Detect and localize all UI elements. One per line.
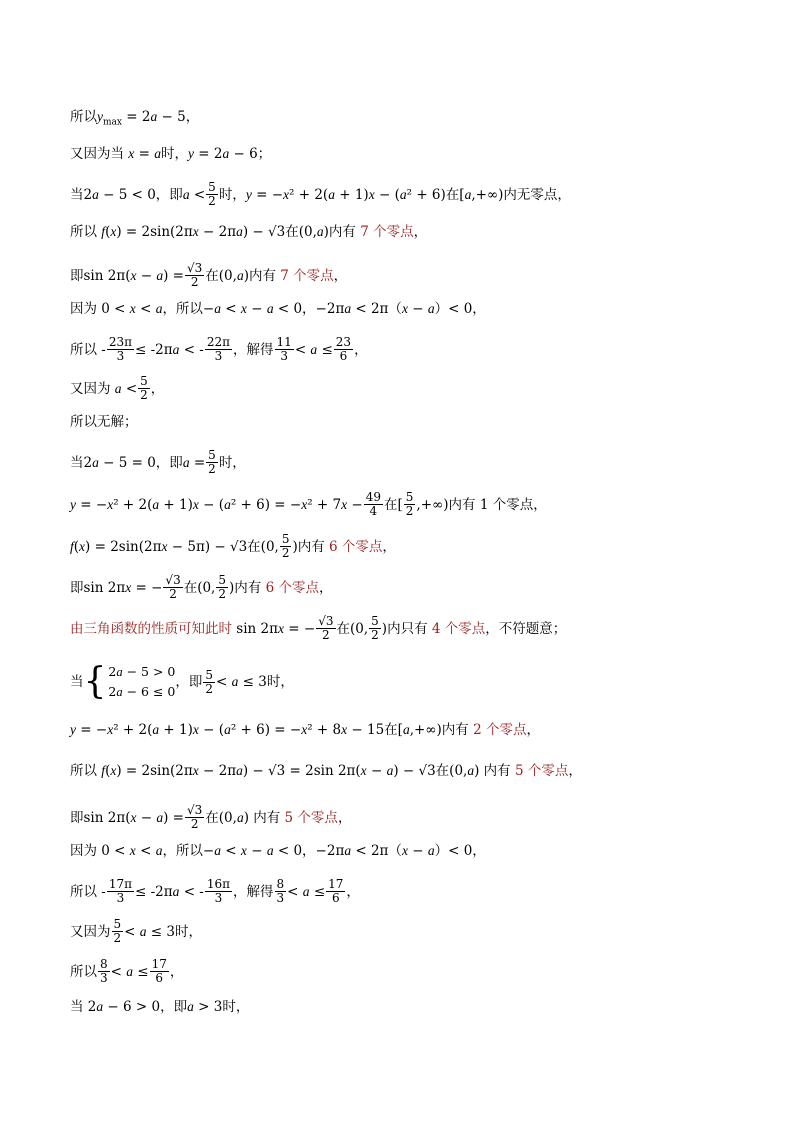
solution-line: f(x) = 2sin(2πx − 5π) − √3在(0, $\frac{5}{2}$ )内有 6 个零点， <box>70 532 396 560</box>
inequality-system: { 2a − 5 > 0 2a − 6 ≤ 0 <box>83 661 176 702</box>
fraction: $\frac{√3}{2}$ <box>187 803 203 831</box>
fraction: $\frac{5}{2}$ <box>371 614 379 642</box>
fraction: $\frac{11}{3}$ <box>276 335 292 363</box>
fraction: $\frac{23\pi}{3}$ <box>108 335 133 363</box>
fraction: $\frac{17\pi}{3}$ <box>108 877 133 905</box>
solution-line: 所以 f(x) = 2sin(2πx − 2πa) − √3在(0,a)内有 7 个零点， <box>70 224 428 240</box>
fraction: $\frac{17}{6}$ <box>328 877 344 905</box>
fraction: $\frac{23}{6}$ <box>335 335 352 363</box>
fraction: $\frac{5}{2}$ <box>205 667 213 696</box>
solution-line: 所以 f(x) = 2sin(2πx − 2πa) − √3 = 2sin 2π(x − a) − √3在(0,a) 内有 5 个零点， <box>70 763 582 779</box>
solution-line: 当2a − 5 < 0，即a < $\frac{5}{2}$ 时，y = −x² + 2(a + 1)x − (a² + 6)在[a,+∞)内无零点， <box>70 180 571 208</box>
fraction: $\frac{49}{4}$ <box>365 490 381 518</box>
fraction: $\frac{√3}{2}$ <box>165 573 181 601</box>
fraction: $\frac{5}{2}$ <box>208 180 216 208</box>
fraction: $\frac{5}{2}$ <box>140 374 148 402</box>
fraction: $\frac{√3}{2}$ <box>187 261 203 289</box>
solution-line: y = −x² + 2(a + 1)x − (a² + 6) = −x² + 7x − $\frac{49}{4}$ 在[ $\frac{5}{2}$ ,+∞)内有 1 个零点， <box>70 490 547 518</box>
solution-line: 又因为 a < $\frac{5}{2}$ ， <box>70 374 165 402</box>
solution-line: 当 2a − 6 > 0，即a > 3时， <box>70 999 250 1015</box>
solution-line: 所以 - $\frac{23\pi}{3}$ ≤ -2πa < - $\frac{22\pi}{3}$ ，解得 $\frac{11}{3}$ < a ≤ $\frac{23}{6}$ ， <box>70 335 368 363</box>
fraction: $\frac{5}{2}$ <box>208 448 216 476</box>
solution-line: 由三角函数的性质可知此时 sin 2πx = − $\frac{√3}{2}$ 在(0, $\frac{5}{2}$ )内只有 4 个零点，不符题意； <box>70 614 567 642</box>
fraction: $\frac{22\pi}{3}$ <box>206 335 231 363</box>
solution-line: 所以 - $\frac{17\pi}{3}$ ≤ -2πa < - $\frac{16\pi}{3}$ ，解得 $\frac{8}{3}$ < a ≤ $\frac{17}{6}$ ， <box>70 877 360 905</box>
fraction: $\frac{16\pi}{3}$ <box>206 877 231 905</box>
solution-line: 所以无解； <box>70 414 138 430</box>
fraction: $\frac{8}{3}$ <box>276 877 285 905</box>
fraction: $\frac{√3}{2}$ <box>318 614 334 642</box>
solution-line: 即sin 2π(x − a) = $\frac{√3}{2}$ 在(0,a) 内有 5 个零点， <box>70 803 352 831</box>
solution-line: 因为 0 < x < a，所以−a < x − a < 0，−2πa < 2π（x − a）< 0， <box>70 843 486 859</box>
solution-line: 当 { 2a − 5 > 0 2a − 6 ≤ 0 ，即 $\frac{5}{2}$ < a ≤ 3时， <box>70 661 294 702</box>
solution-line: 又因为当 x = a时，y = 2a − 6； <box>70 146 272 162</box>
fraction: $\frac{5}{2}$ <box>113 917 122 945</box>
solution-line: y = −x² + 2(a + 1)x − (a² + 6) = −x² + 8x − 15在[a,+∞)内有 2 个零点， <box>70 722 540 738</box>
fraction: $\frac{5}{2}$ <box>218 573 226 601</box>
solution-line: 又因为 $\frac{5}{2}$ < a ≤ 3时， <box>70 917 202 945</box>
fraction: $\frac{17}{6}$ <box>151 957 167 985</box>
solution-line: 即sin 2πx = − $\frac{√3}{2}$ 在(0, $\frac{5}{2}$ )内有 6 个零点， <box>70 573 333 601</box>
fraction: $\frac{8}{3}$ <box>100 957 108 985</box>
solution-line: 因为 0 < x < a，所以−a < x − a < 0，−2πa < 2π（x − a）< 0， <box>70 301 486 317</box>
fraction: $\frac{5}{2}$ <box>405 490 414 518</box>
solution-line: 所以 $\frac{8}{3}$ < a ≤ $\frac{17}{6}$ ， <box>70 957 184 985</box>
solution-line: 当2a − 5 = 0，即a = $\frac{5}{2}$ 时， <box>70 448 246 476</box>
solution-line: 即sin 2π(x − a) = $\frac{√3}{2}$ 在(0,a)内有 7 个零点， <box>70 261 348 289</box>
fraction: $\frac{5}{2}$ <box>281 532 290 560</box>
solution-line: 所以$y_{max} = 2a - 5$， <box>70 109 200 128</box>
